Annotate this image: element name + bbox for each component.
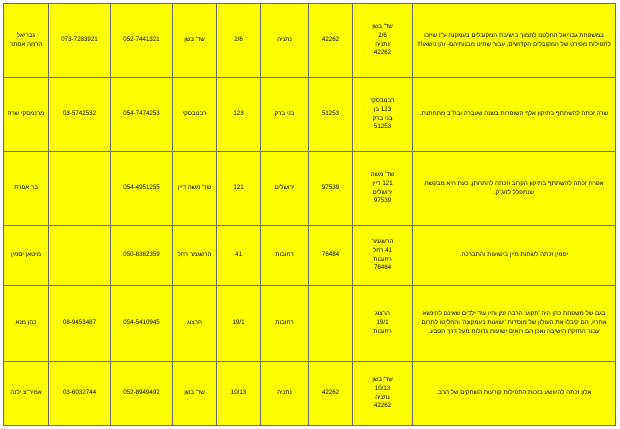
cell-phone-secondary: 03-5742532 bbox=[49, 78, 111, 152]
data-table bbox=[3, 3, 616, 426]
cell-name bbox=[4, 152, 49, 226]
name-line: גבריאל bbox=[16, 31, 36, 39]
cell-city: ירושלים bbox=[261, 152, 309, 226]
cell-number: 76484 bbox=[309, 226, 353, 286]
table-row[interactable] bbox=[4, 78, 616, 152]
cell-code: 19/1 bbox=[217, 286, 261, 362]
address-line: 2/6 bbox=[378, 31, 387, 39]
cell-name bbox=[4, 78, 49, 152]
name-line: בר אפרת bbox=[14, 184, 38, 191]
name-line: אמיר"צ ילנה bbox=[10, 389, 42, 396]
cell-code: 123 bbox=[217, 78, 261, 152]
address-line: ירושלים bbox=[372, 188, 393, 196]
cell-code: 10/13 bbox=[217, 362, 261, 426]
cell-name bbox=[4, 286, 49, 362]
address-line: 42262 bbox=[373, 402, 392, 410]
cell-phone-primary: 052-7441321 bbox=[111, 4, 173, 78]
cell-street: שד' בשן bbox=[173, 362, 217, 426]
cell-address bbox=[353, 226, 413, 286]
cell-phone-secondary: 03-6032744 bbox=[49, 362, 111, 426]
address-line: רחובות bbox=[373, 255, 392, 263]
cell-name bbox=[4, 4, 49, 78]
cell-description: במשפחת גבריאל החלטנו לתמוך בישיבת המקובלים בעמקנה ע"ז שיזכו לתפילות מפירט של המקובלים הקדושים, עבור שתינו מבנותיהם- והן נישאו!!! bbox=[413, 4, 616, 78]
address-line: שד' משה bbox=[370, 170, 395, 178]
cell-number: 42262 bbox=[309, 362, 353, 426]
cell-phone-secondary bbox=[49, 226, 111, 286]
spreadsheet-sheet bbox=[0, 3, 620, 429]
cell-address bbox=[353, 152, 413, 226]
table-row[interactable] bbox=[4, 4, 616, 78]
address-line: 76484 bbox=[373, 264, 392, 272]
cell-description: יסמין זכתה לשתות מיין בישועות והתברכה. bbox=[413, 226, 616, 286]
cell-address bbox=[353, 78, 413, 152]
cell-city: רחובות bbox=[261, 286, 309, 362]
address-line: הרצוג bbox=[375, 310, 390, 318]
cell-number: 42262 bbox=[309, 4, 353, 78]
name-line: מרנמסקי שרה bbox=[7, 110, 45, 117]
name-line: הרמה אסתר bbox=[9, 40, 43, 48]
cell-address bbox=[353, 362, 413, 426]
cell-code: 41 bbox=[217, 226, 261, 286]
cell-street: הרצוג bbox=[173, 286, 217, 362]
cell-number: 97539 bbox=[309, 152, 353, 226]
cell-address bbox=[353, 4, 413, 78]
cell-phone-secondary: 073-7283921 bbox=[49, 4, 111, 78]
address-line: 19/1 bbox=[376, 319, 389, 326]
address-line: 97539 bbox=[373, 197, 392, 205]
address-line: שד' בשן bbox=[372, 375, 393, 383]
address-line: 51253 bbox=[373, 123, 392, 131]
table-row[interactable] bbox=[4, 362, 616, 426]
cell-code: 2/6 bbox=[217, 4, 261, 78]
address-line: 121 דיין bbox=[372, 179, 393, 187]
cell-phone-secondary bbox=[49, 152, 111, 226]
name-line: מיטאן יסמין bbox=[10, 251, 42, 258]
address-line: רבנובסקי bbox=[370, 96, 395, 104]
cell-phone-primary: 054-7474253 bbox=[111, 78, 173, 152]
table-row[interactable] bbox=[4, 286, 616, 362]
cell-description: בגם של משפחת כהן היה 'תקוע' הרבה זמן והיו עוד ילדים שאינם להינשא אחריו, הם קיבלו את העולון של מוסדות 'ישועות בעמקונה' והחליטו לתרום עבור החזקת הישיבה ואכן הם רואים ישועות גדולות מעל דרך הטבע. bbox=[413, 286, 616, 362]
cell-number: 51253 bbox=[309, 78, 353, 152]
table-row[interactable] bbox=[4, 226, 616, 286]
address-line: 41 רחל bbox=[372, 246, 393, 254]
address-line: שד' בשן bbox=[372, 22, 393, 30]
cell-description: אפרת זכתה להשתתף בתיקון הקרוב וזכתה להתחתן, כעת היא מבקשת שנתפלל לזוג"ק. bbox=[413, 152, 616, 226]
cell-phone-primary: 054-5410945 bbox=[111, 286, 173, 362]
cell-number bbox=[309, 286, 353, 362]
cell-address bbox=[353, 286, 413, 362]
cell-description: אלון זכתה להיוושע בזכות התפילות קורעות השחקים של הרב. bbox=[413, 362, 616, 426]
cell-street: שד' משה דיין bbox=[173, 152, 217, 226]
address-line: בני ברק bbox=[372, 114, 393, 122]
address-line: נתניה bbox=[375, 393, 390, 401]
name-line: כהן מנא bbox=[15, 319, 37, 326]
cell-street: שד' בשן bbox=[173, 4, 217, 78]
address-line: 10/13 bbox=[374, 384, 391, 392]
cell-city: נתניה bbox=[261, 362, 309, 426]
cell-city: נתניה bbox=[261, 4, 309, 78]
cell-phone-primary: 052-8949492 bbox=[111, 362, 173, 426]
address-line: 42262 bbox=[373, 49, 392, 57]
address-line: 123 בן bbox=[373, 105, 392, 113]
cell-code: 121 bbox=[217, 152, 261, 226]
cell-description: שרה זכתה להשתתף בתיקון אלף השופרות בשנה שעברה ובה"ב מתחתנת. bbox=[413, 78, 616, 152]
cell-name bbox=[4, 362, 49, 426]
cell-street: רבנובסקי bbox=[173, 78, 217, 152]
cell-phone-secondary: 08-9453487 bbox=[49, 286, 111, 362]
table-row[interactable] bbox=[4, 152, 616, 226]
cell-name bbox=[4, 226, 49, 286]
address-line: רחובות bbox=[373, 327, 392, 335]
address-line: הרשגמר bbox=[371, 237, 394, 245]
cell-phone-primary: 050-8382359 bbox=[111, 226, 173, 286]
cell-street: הרשגמר רחל bbox=[173, 226, 217, 286]
cell-city: רחובות bbox=[261, 226, 309, 286]
address-line: נתניה bbox=[375, 40, 390, 48]
cell-phone-primary: 054-4951255 bbox=[111, 152, 173, 226]
cell-city: בני ברק bbox=[261, 78, 309, 152]
